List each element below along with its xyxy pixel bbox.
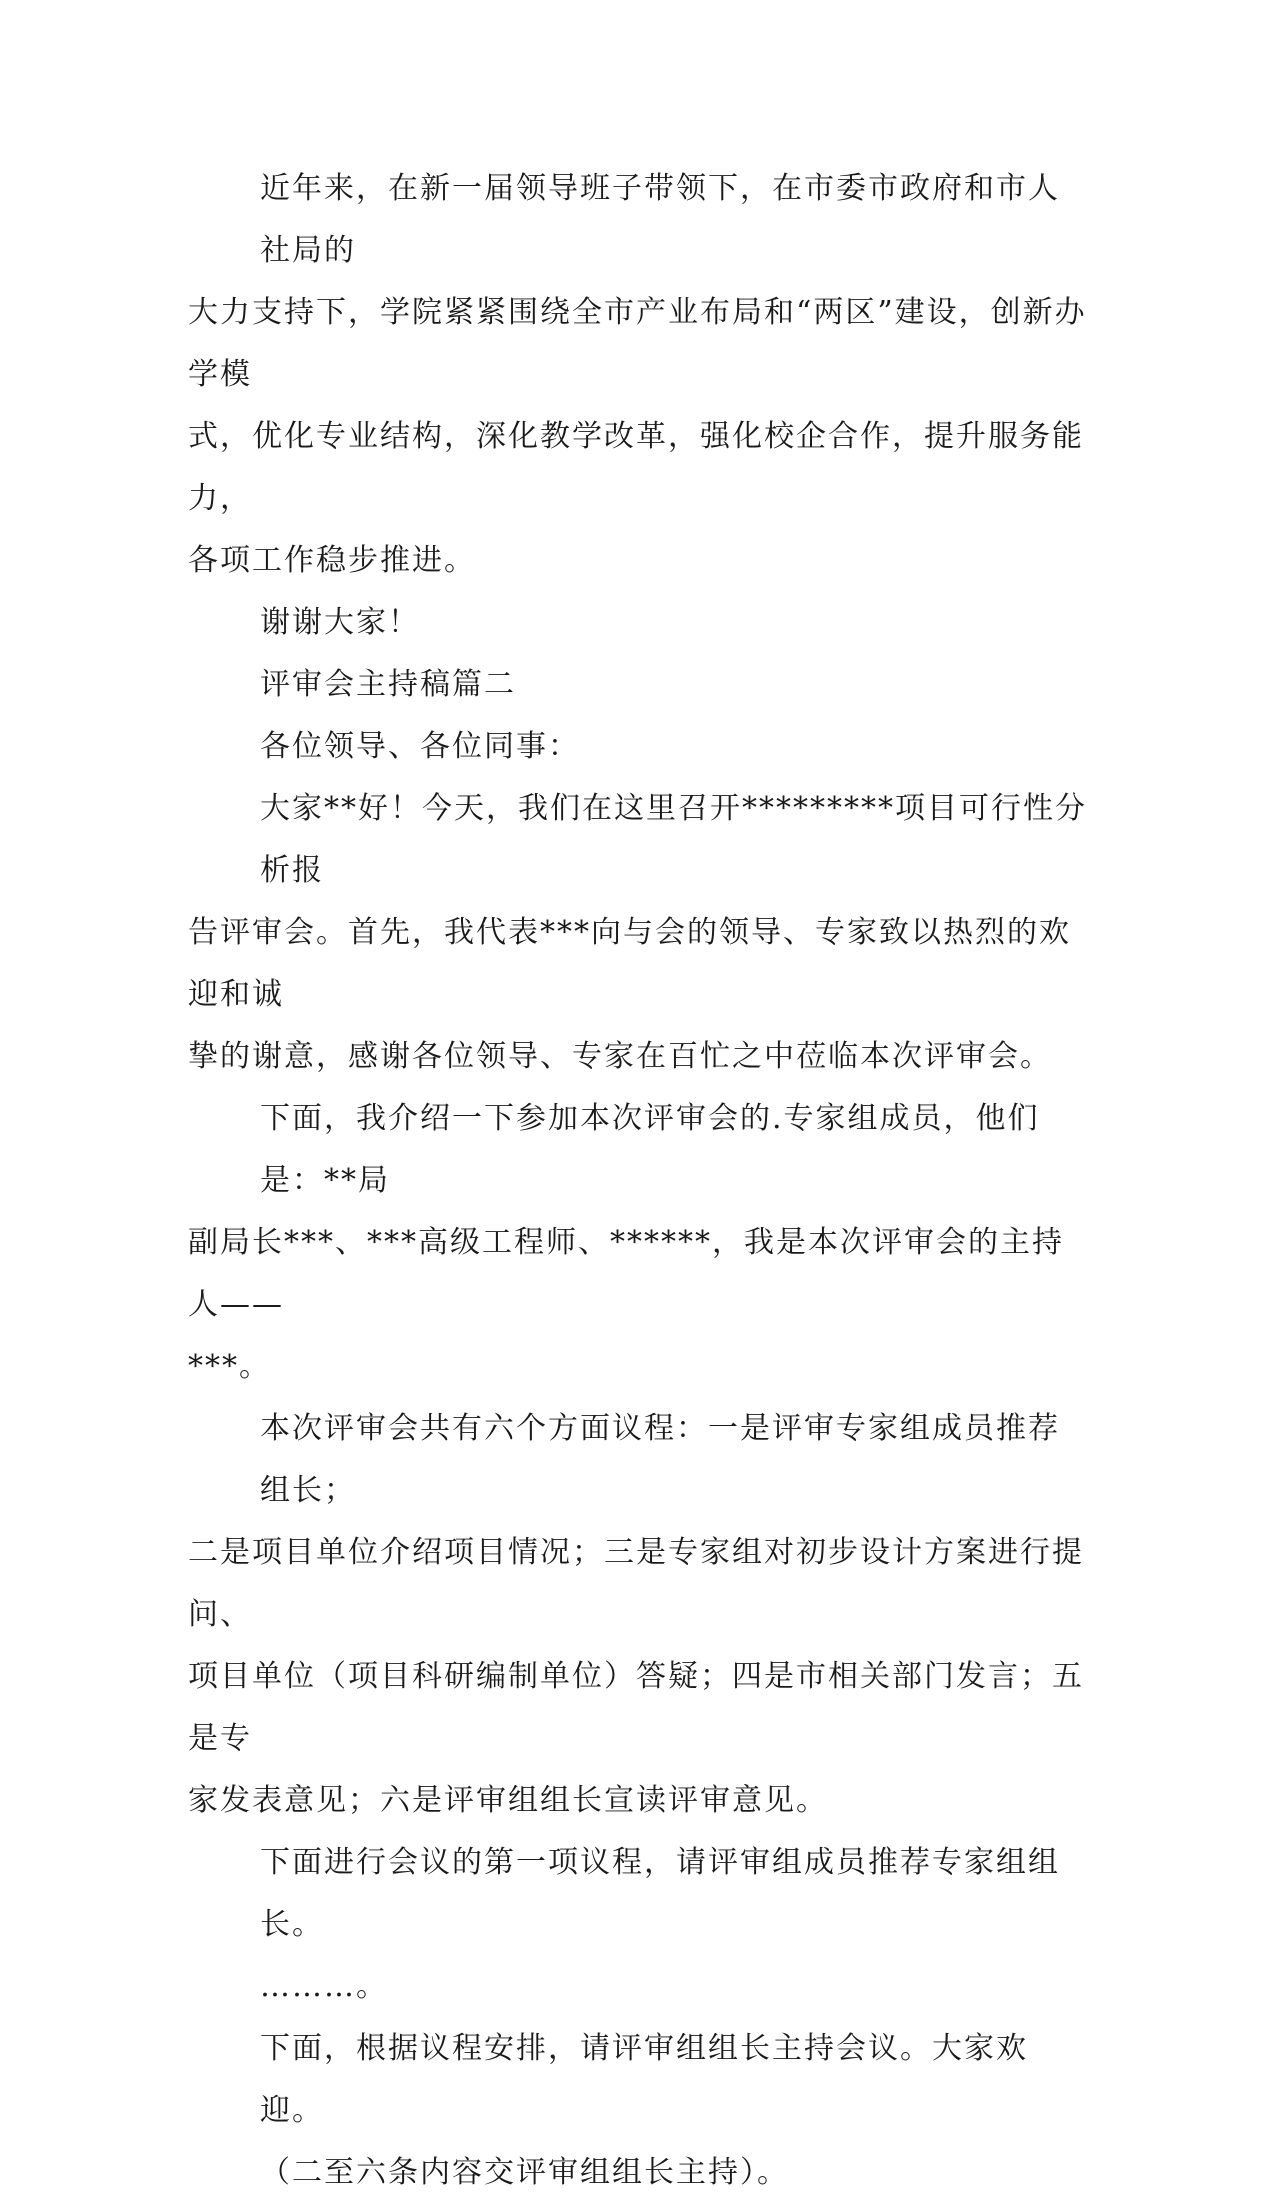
text-line: 各位领导、各位同事： xyxy=(260,729,580,764)
text-line: 告评审会。首先，我代表***向与会的领导、专家致以热烈的欢迎和诚 xyxy=(188,915,1071,1012)
text-line: 二是项目单位介绍项目情况；三是专家组对初步设计方案进行提问、 xyxy=(188,1535,1084,1632)
text-line: 副局长***、***高级工程师、******，我是本次评审会的主持人—— xyxy=(188,1225,1064,1322)
paragraph xyxy=(188,1832,1088,1956)
paragraph xyxy=(188,1088,1088,1398)
paragraph xyxy=(188,2142,1088,2204)
text-line: 挚的谢意，感谢各位领导、专家在百忙之中莅临本次评审会。 xyxy=(188,1039,1052,1074)
document-body xyxy=(188,158,1088,2204)
paragraph xyxy=(188,592,1088,654)
paragraph xyxy=(188,1398,1088,1832)
text-line: 谢谢大家！ xyxy=(260,605,420,640)
text-line: 式，优化专业结构，深化教学改革，强化校企合作，提升服务能力， xyxy=(188,419,1084,516)
text-line: ***。 xyxy=(188,1349,271,1384)
paragraph xyxy=(188,778,1088,1088)
text-line: 各项工作稳步推进。 xyxy=(188,543,476,578)
text-line: 下面，我介绍一下参加本次评审会的.专家组成员，他们是：**局 xyxy=(260,1101,1040,1198)
paragraph xyxy=(188,716,1088,778)
paragraph xyxy=(188,2018,1088,2142)
paragraph xyxy=(188,1956,1088,2018)
text-line: 下面，根据议程安排，请评审组组长主持会议。大家欢迎。 xyxy=(260,2031,1028,2128)
text-line: 大家**好！今天，我们在这里召开*********项目可行性分析报 xyxy=(260,791,1087,888)
text-line: 下面进行会议的第一项议程，请评审组成员推荐专家组组长。 xyxy=(260,1845,1060,1942)
text-line: 评审会主持稿篇二 xyxy=(260,667,516,702)
paragraph xyxy=(188,654,1088,716)
text-line: 近年来，在新一届领导班子带领下，在市委市政府和市人社局的 xyxy=(260,171,1060,268)
text-line: 家发表意见；六是评审组组长宣读评审意见。 xyxy=(188,1783,828,1818)
paragraph xyxy=(188,158,1088,592)
text-line: 大力支持下，学院紧紧围绕全市产业布局和“两区”建设，创新办学模 xyxy=(188,295,1087,392)
text-line: 项目单位（项目科研编制单位）答疑；四是市相关部门发言；五是专 xyxy=(188,1659,1084,1756)
text-line: 本次评审会共有六个方面议程：一是评审专家组成员推荐组长； xyxy=(260,1411,1060,1508)
text-line: ………。 xyxy=(260,1969,388,2004)
text-line: （二至六条内容交评审组组长主持）。 xyxy=(260,2155,789,2190)
